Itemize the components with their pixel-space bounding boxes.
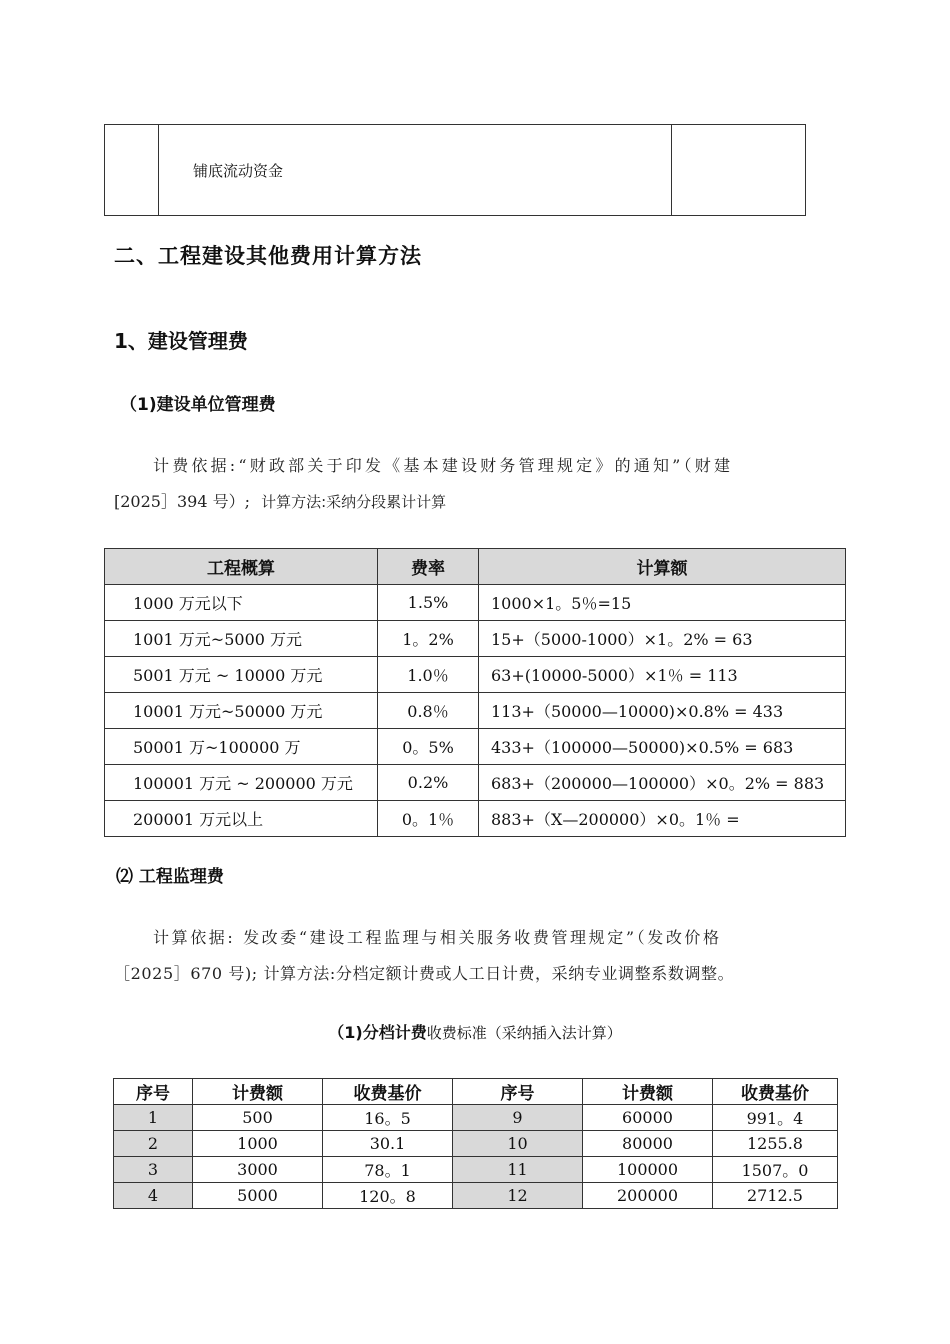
fee-cell-budget: 1000 万元以下 bbox=[105, 585, 378, 621]
fee-table-row bbox=[105, 729, 846, 765]
fee-cell-amount: 433+（100000—50000)×0.5% = 683 bbox=[479, 729, 846, 765]
fee-cell-amount: 883+（X—200000）×0。1％ = bbox=[479, 801, 846, 837]
sup-table-row bbox=[114, 1157, 838, 1183]
item2-heading: ⑵ 工程监理费 bbox=[116, 867, 224, 887]
sup-table-header-row bbox=[114, 1079, 838, 1105]
item2-basis-line2: ［2025］670 号); 计算方法:分档定额计费或人工日计费，采纳专业调整系数调整。 bbox=[114, 964, 735, 983]
sup-cell-index: 1 bbox=[114, 1105, 193, 1131]
fee-cell-rate: 1.0％ bbox=[378, 657, 479, 693]
working-capital-label: 铺底流动资金 bbox=[193, 161, 284, 180]
fee-table-row bbox=[105, 621, 846, 657]
sup-cell-base: 78。1 bbox=[323, 1157, 453, 1183]
fee-cell-amount: 63+(10000-5000）×1％ = 113 bbox=[479, 657, 846, 693]
sup-cell-base: 30.1 bbox=[323, 1131, 453, 1157]
sup-cell-index: 4 bbox=[114, 1183, 193, 1209]
top-table-label-cell bbox=[159, 125, 672, 216]
sup-cell-base: 1507。0 bbox=[713, 1157, 838, 1183]
sup-table-row bbox=[114, 1105, 838, 1131]
sup-cell-base: 16。5 bbox=[323, 1105, 453, 1131]
sup-cell-base: 120。8 bbox=[323, 1183, 453, 1209]
fee-header-amount: 计算额 bbox=[479, 549, 846, 585]
fee-table-header-row bbox=[105, 549, 846, 585]
fee-header-budget: 工程概算 bbox=[105, 549, 378, 585]
sup-cell-index: 10 bbox=[453, 1131, 583, 1157]
item1-heading: （1)建设单位管理费 bbox=[120, 395, 276, 415]
sup-cell-index: 11 bbox=[453, 1157, 583, 1183]
fee-cell-budget: 200001 万元以上 bbox=[105, 801, 378, 837]
sup-cell-fee: 100000 bbox=[583, 1157, 713, 1183]
sup-cell-base: 991。4 bbox=[713, 1105, 838, 1131]
fee-cell-rate: 1.5% bbox=[378, 585, 479, 621]
sup-cell-fee: 500 bbox=[193, 1105, 323, 1131]
fee-cell-amount: 15+（5000-1000）×1。2% = 63 bbox=[479, 621, 846, 657]
fee-table-row bbox=[105, 693, 846, 729]
fee-header-rate: 费率 bbox=[378, 549, 479, 585]
fee-cell-amount: 683+（200000—100000）×0。2% = 883 bbox=[479, 765, 846, 801]
fee-cell-rate: 0。5% bbox=[378, 729, 479, 765]
sup-cell-index: 2 bbox=[114, 1131, 193, 1157]
sup-cell-base: 2712.5 bbox=[713, 1183, 838, 1209]
item1-calc-method: 计算方法:采纳分段累计计算 bbox=[261, 493, 447, 511]
sup-header-index-right: 序号 bbox=[453, 1079, 583, 1105]
fee-cell-rate: 0.2% bbox=[378, 765, 479, 801]
sup-cell-index: 12 bbox=[453, 1183, 583, 1209]
management-fee-table bbox=[104, 548, 846, 837]
caption-normal: 收费标准（采纳插入法计算） bbox=[426, 1024, 622, 1042]
fee-cell-budget: 100001 万元 ~ 200000 万元 bbox=[105, 765, 378, 801]
sub-heading: 1、建设管理费 bbox=[114, 329, 248, 353]
fee-cell-rate: 1。2% bbox=[378, 621, 479, 657]
fee-table-row bbox=[105, 801, 846, 837]
fee-cell-budget: 10001 万元~50000 万元 bbox=[105, 693, 378, 729]
fee-cell-budget: 5001 万元 ~ 10000 万元 bbox=[105, 657, 378, 693]
fee-table-row bbox=[105, 657, 846, 693]
sup-cell-fee: 5000 bbox=[193, 1183, 323, 1209]
supervision-fee-table bbox=[113, 1078, 838, 1209]
sup-header-index-left: 序号 bbox=[114, 1079, 193, 1105]
top-table bbox=[104, 124, 806, 216]
fee-table-row bbox=[105, 765, 846, 801]
fee-cell-rate: 0。1％ bbox=[378, 801, 479, 837]
item1-basis-line1: 计费依据:“财政部关于印发《基本建设财务管理规定》的通知”（财建 bbox=[153, 456, 734, 475]
sup-header-fee-left: 计费额 bbox=[193, 1079, 323, 1105]
fee-cell-amount: 113+（50000—10000)×0.8% = 433 bbox=[479, 693, 846, 729]
item2-basis-line1: 计算依据: 发改委“建设工程监理与相关服务收费管理规定”（发改价格 bbox=[153, 928, 722, 947]
sup-cell-base: 1255.8 bbox=[713, 1131, 838, 1157]
sup-cell-index: 9 bbox=[453, 1105, 583, 1131]
top-table-index-cell bbox=[105, 125, 159, 216]
item1-basis-doc-number: [2025］394 号）; bbox=[114, 492, 250, 511]
top-table-value-cell bbox=[672, 125, 806, 216]
item1-basis-line2 bbox=[114, 484, 446, 520]
fee-table-row bbox=[105, 585, 846, 621]
caption-bold: （1)分档计费 bbox=[328, 1023, 427, 1042]
fee-cell-rate: 0.8％ bbox=[378, 693, 479, 729]
sup-cell-fee: 60000 bbox=[583, 1105, 713, 1131]
sup-cell-fee: 3000 bbox=[193, 1157, 323, 1183]
sup-cell-fee: 1000 bbox=[193, 1131, 323, 1157]
sup-cell-fee: 200000 bbox=[583, 1183, 713, 1209]
sup-cell-fee: 80000 bbox=[583, 1131, 713, 1157]
sup-cell-index: 3 bbox=[114, 1157, 193, 1183]
sup-header-base-left: 收费基价 bbox=[323, 1079, 453, 1105]
fee-cell-amount: 1000×1。5％=15 bbox=[479, 585, 846, 621]
sup-table-row bbox=[114, 1183, 838, 1209]
section-heading: 二、工程建设其他费用计算方法 bbox=[114, 244, 422, 268]
sup-header-base-right: 收费基价 bbox=[713, 1079, 838, 1105]
table-caption bbox=[0, 1020, 950, 1043]
fee-cell-budget: 1001 万元~5000 万元 bbox=[105, 621, 378, 657]
sup-header-fee-right: 计费额 bbox=[583, 1079, 713, 1105]
sup-table-row bbox=[114, 1131, 838, 1157]
fee-cell-budget: 50001 万~100000 万 bbox=[105, 729, 378, 765]
